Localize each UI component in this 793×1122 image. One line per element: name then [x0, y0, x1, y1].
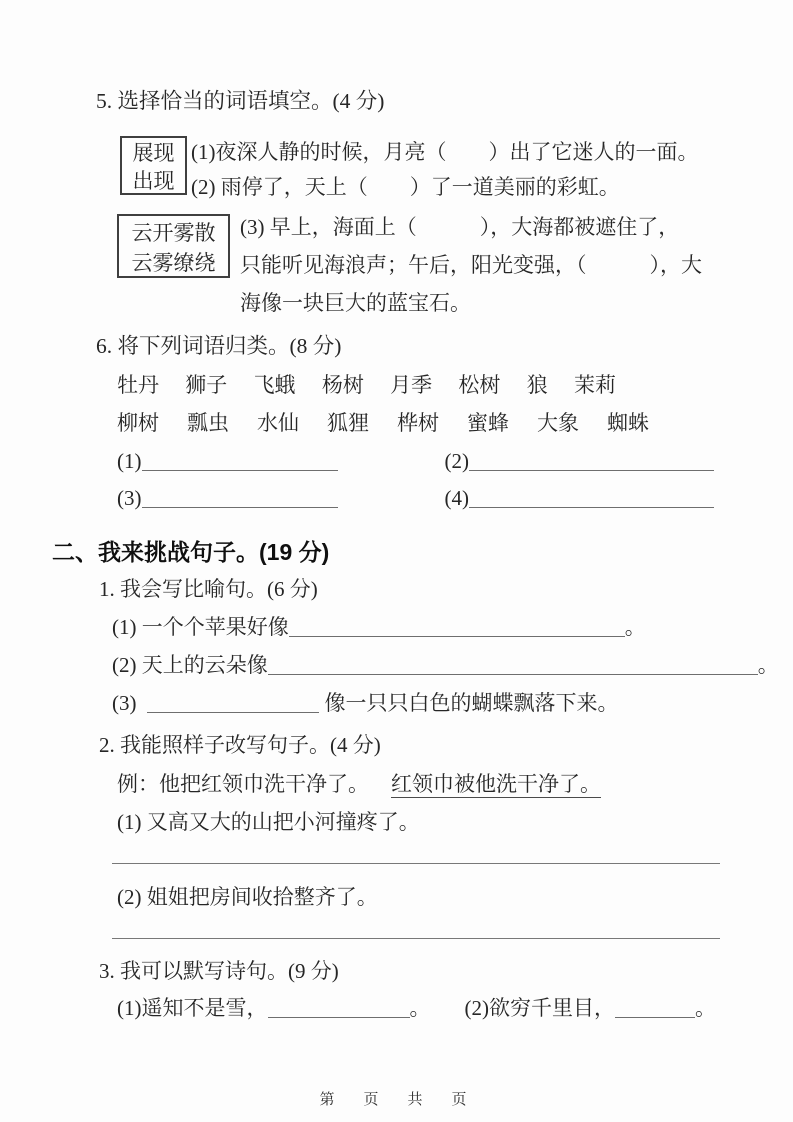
q6-word: 瓢虫: [187, 411, 229, 435]
sec2-q1-item-2: [112, 652, 779, 679]
sec2-q1-item-1: [112, 614, 646, 641]
q2-answer-line-1: [112, 863, 720, 864]
q6-blank-row-2: [117, 485, 714, 512]
sec2-q2-title: 2. 我能照样子改写句子。(4 分): [99, 733, 381, 757]
q6-word: 狼: [526, 373, 548, 397]
q2-example-answer: 红领巾被他洗干净了。: [391, 772, 601, 796]
q1-item-2-text: (2) 天上的云朵像: [112, 653, 268, 677]
q5-word-box-2-word-2: 云雾缭绕: [131, 251, 216, 275]
q6-word: 蜘蛛: [607, 411, 649, 435]
q5-item-1: (1)夜深人静的时候，月亮（ ）出了它迷人的一面。: [191, 140, 699, 164]
q6-word: 蜜蜂: [467, 411, 509, 435]
sec2-q3-title: 3. 我可以默写诗句。(9 分): [99, 959, 339, 983]
q1-item-3-text: 像一只只白色的蝴蝶飘落下来。: [324, 691, 619, 715]
q6-word: 杨树: [321, 373, 364, 397]
q5-word-box-2-word-1: 云开雾散: [131, 221, 216, 245]
q6-word: 松树: [458, 373, 501, 397]
q5-word-box-2: [117, 214, 230, 278]
q3-item-1-text: (1)遥知不是雪，: [117, 996, 268, 1020]
q6-word: 飞蛾: [253, 373, 296, 397]
sec2-q2-example: [117, 771, 601, 798]
q5-word-box-1-word-1: 展现: [132, 141, 175, 165]
q6-word: 大象: [537, 411, 579, 435]
q5-word-box-1: [120, 136, 187, 195]
sec2-q3-row: [117, 995, 716, 1022]
q1-item-2-blank: [268, 653, 758, 675]
q1-item-1-period: 。: [624, 615, 646, 639]
q5-title: 5. 选择恰当的词语填空。(4 分): [96, 89, 385, 113]
page-footer: 第 页 共 页: [319, 1091, 474, 1108]
q6-word: 柳树: [117, 411, 159, 435]
q5-item-3-line-2: 只能听见海浪声；午后，阳光变强，（ ），大: [240, 253, 702, 277]
q6-word-row-1: [117, 372, 616, 399]
q6-word: 桦树: [397, 411, 439, 435]
q6-label-3: (3): [117, 486, 142, 510]
q1-item-3-blank: [147, 691, 319, 713]
q6-word: 水仙: [257, 411, 299, 435]
q6-word: 月季: [390, 373, 433, 397]
q1-item-1-blank: [289, 615, 625, 637]
q3-item-1-period: 。: [409, 996, 431, 1020]
q5-item-3-line-3: 海像一块巨大的蓝宝石。: [240, 291, 471, 315]
q3-item-2-blank: [615, 996, 695, 1018]
sec2-q1-item-3: [112, 690, 619, 717]
q3-item-1-blank: [268, 996, 410, 1018]
q6-label-1: (1): [117, 449, 142, 473]
q3-item-2-text: (2)欲穷千里目，: [464, 996, 615, 1020]
q6-answer-blank-3: [142, 486, 338, 508]
q5-item-2: (2) 雨停了，天上（ ）了一道美丽的彩虹。: [191, 175, 620, 199]
q6-answer-blank-2: [469, 449, 714, 471]
section-2-heading: 二、我来挑战句子。(19 分): [52, 539, 330, 565]
q6-blank-row-1: [117, 448, 714, 475]
q6-word: 狐狸: [327, 411, 369, 435]
q6-word: 狮子: [185, 373, 228, 397]
q1-item-1-text: (1) 一个个苹果好像: [112, 615, 289, 639]
q2-answer-line-2: [112, 938, 720, 939]
q5-word-box-1-word-2: 出现: [132, 169, 175, 193]
q1-item-2-period: 。: [757, 653, 779, 677]
q1-item-3-label: (3): [112, 691, 137, 715]
sec2-q2-item-1: (1) 又高又大的山把小河撞疼了。: [117, 810, 420, 834]
q6-word-row-2: [117, 410, 649, 437]
q6-label-2: (2): [444, 449, 469, 473]
q5-item-3-line-1: (3) 早上，海面上（ ），大海都被遮住了，: [240, 215, 680, 239]
q6-label-4: (4): [444, 486, 469, 510]
q6-word: 茉莉: [573, 373, 616, 397]
q6-title: 6. 将下列词语归类。(8 分): [96, 334, 342, 358]
sec2-q2-item-2: (2) 姐姐把房间收拾整齐了。: [117, 885, 378, 909]
q6-answer-blank-1: [142, 449, 338, 471]
q2-example-source: 例：他把红领巾洗干净了。: [117, 772, 369, 796]
q3-item-2-period: 。: [695, 996, 716, 1020]
sec2-q1-title: 1. 我会写比喻句。(6 分): [99, 577, 318, 601]
q6-answer-blank-4: [469, 486, 714, 508]
q6-word: 牡丹: [117, 373, 159, 397]
